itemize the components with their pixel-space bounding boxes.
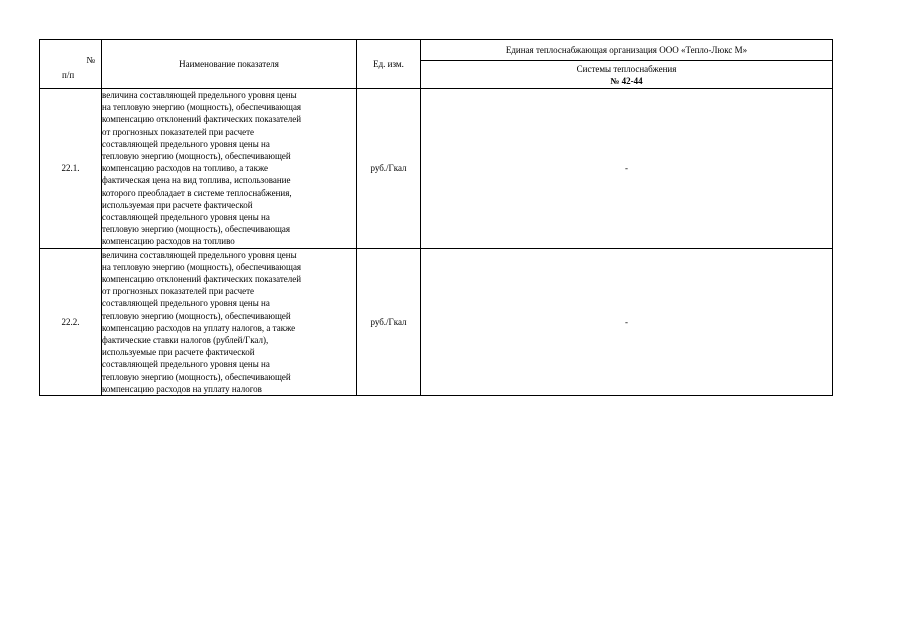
description-line: от прогнозных показателей при расчете (102, 286, 255, 297)
header-number-symbol: № (86, 55, 95, 65)
description-line: тепловую энергию (мощность), обеспечивающая (102, 224, 291, 235)
description-line: на тепловую энергию (мощность), обеспечивающая (102, 261, 302, 272)
header-name: Наименование показателя (102, 40, 357, 89)
description-line: фактическая цена на вид топлива, использование (102, 175, 291, 186)
description-line: от прогнозных показателей при расчете (102, 126, 255, 137)
row-unit: руб./Гкал (357, 89, 421, 249)
description-line: компенсацию расходов на топливо, а также (102, 163, 269, 174)
description-line: составляющей предельного уровня цены на (102, 359, 270, 370)
row-description (102, 248, 357, 395)
description-line: величина составляющей предельного уровня цены (102, 249, 297, 260)
description-line: используемые при расчете фактической (102, 347, 255, 358)
description-line: компенсацию расходов на топливо (102, 236, 235, 247)
description-line: которого преобладает в системе теплоснабжения, (102, 187, 292, 198)
row-value: - (421, 248, 833, 395)
description-line: компенсацию отклонений фактических показателей (102, 114, 302, 125)
description-line: тепловую энергию (мощность), обеспечивающей (102, 371, 291, 382)
header-organization: Единая теплоснабжающая организация ООО «Тепло-Люкс М» (421, 40, 833, 61)
description-line: составляющей предельного уровня цены на (102, 212, 270, 223)
header-systems (421, 61, 833, 89)
header-row (40, 40, 833, 61)
header-systems-numbers: № 42-44 (610, 75, 643, 86)
header-number-cell (40, 40, 102, 89)
header-number-pp: п/п (62, 70, 75, 80)
description-line: тепловую энергию (мощность), обеспечивающей (102, 310, 291, 321)
header-systems-label: Системы теплоснабжения (576, 63, 677, 74)
description-line: тепловую энергию (мощность), обеспечивающей (102, 151, 291, 162)
row-number: 22.2. (40, 248, 102, 395)
row-description (102, 89, 357, 249)
description-line: составляющей предельного уровня цены на (102, 138, 270, 149)
description-line: компенсацию отклонений фактических показателей (102, 274, 302, 285)
header-unit: Ед. изм. (357, 40, 421, 89)
description-line: используемая при расчете фактической (102, 199, 253, 210)
table-row (40, 89, 833, 249)
description-line: величина составляющей предельного уровня цены (102, 90, 297, 100)
row-unit: руб./Гкал (357, 248, 421, 395)
description-line: компенсацию расходов на уплату налогов, а также (102, 322, 296, 333)
indicator-table (39, 39, 833, 396)
row-number: 22.1. (40, 89, 102, 249)
description-line: на тепловую энергию (мощность), обеспечивающая (102, 102, 302, 113)
row-value: - (421, 89, 833, 249)
table-row (40, 248, 833, 395)
description-line: компенсацию расходов на уплату налогов (102, 383, 262, 394)
description-line: фактические ставки налогов (рублей/Гкал), (102, 335, 269, 346)
description-line: составляющей предельного уровня цены на (102, 298, 270, 309)
